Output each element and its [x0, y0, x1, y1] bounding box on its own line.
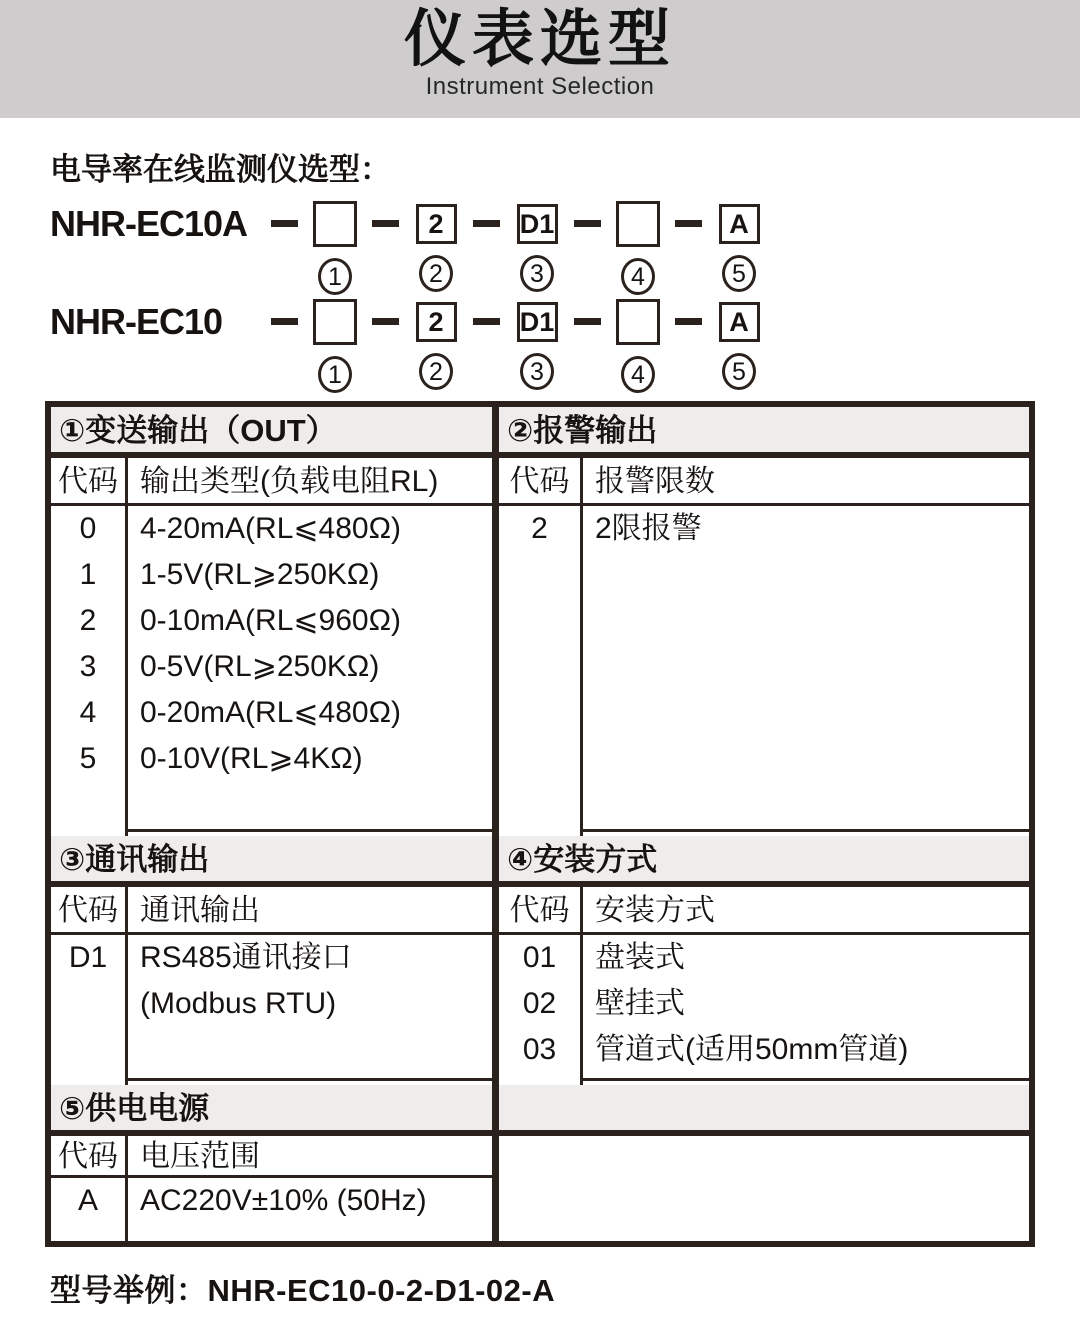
model-line-nhr-ec10a	[50, 201, 1080, 295]
code-cell: A	[77, 1184, 98, 1217]
model-slot-5	[716, 299, 762, 390]
desc-cell: 1-5V(RL⩾250KΩ)	[140, 558, 380, 591]
slot-number-circle: 4	[621, 356, 655, 393]
empty-cell	[499, 1178, 1029, 1241]
col-header-desc: 电压范围	[140, 1140, 260, 1173]
cell-bottom-rule	[128, 1078, 492, 1081]
slot-number-circle: 1	[318, 356, 352, 393]
model-slot-2	[413, 201, 459, 292]
column-header-row-1	[51, 458, 1029, 506]
dash-separator	[372, 318, 399, 325]
model-slot-1	[312, 201, 358, 295]
desc-cell: AC220V±10% (50Hz)	[140, 1184, 427, 1217]
section-body-row-2	[51, 935, 1029, 1085]
model-slot-box: 2	[416, 204, 457, 244]
section-title-comm: ③通讯输出	[51, 836, 499, 881]
section-title-alarm: ②报警输出	[499, 407, 1029, 452]
model-example-label: 型号举例：	[50, 1273, 208, 1308]
model-name: NHR-EC10A	[50, 203, 248, 244]
dash-separator	[271, 318, 298, 325]
section-body-row-1	[51, 506, 1029, 836]
model-name: NHR-EC10	[50, 301, 223, 342]
col-header-code: 代码	[499, 458, 583, 503]
desc-cell: RS485通讯接口	[140, 941, 352, 974]
desc-cell: 0-20mA(RL⩽480Ω)	[140, 696, 401, 729]
col-header-desc: 输出类型(负载电阻RL)	[140, 465, 439, 498]
model-slot-box	[616, 299, 660, 345]
dash-separator	[271, 220, 298, 227]
slot-number-circle: 2	[419, 353, 453, 390]
slot-number-circle: 3	[520, 353, 554, 390]
desc-cell: (Modbus RTU)	[140, 987, 337, 1020]
dash-separator	[574, 318, 601, 325]
page-title: 仪表选型	[403, 5, 676, 74]
section-header-empty	[499, 1085, 1029, 1130]
slot-number-circle: 4	[621, 258, 655, 295]
page-banner	[0, 0, 1080, 118]
code-cell: 5	[79, 742, 97, 775]
col-header-code: 代码	[51, 887, 128, 932]
code-cell: 0	[79, 512, 97, 545]
section-title-power: ⑤供电电源	[51, 1085, 499, 1130]
cell-bottom-rule	[583, 1078, 1029, 1081]
model-example-line	[50, 1265, 1080, 1310]
section-title-install: ④安装方式	[499, 836, 1029, 881]
model-slot-3	[514, 299, 560, 390]
code-cell: 03	[522, 1033, 557, 1066]
model-slot-4	[615, 201, 661, 295]
model-line-nhr-ec10	[50, 299, 1080, 393]
dash-separator	[473, 318, 500, 325]
dash-separator	[675, 318, 702, 325]
model-slot-4	[615, 299, 661, 393]
model-slot-box: A	[719, 302, 760, 342]
desc-cell: 0-5V(RL⩾250KΩ)	[140, 650, 380, 683]
slot-number-circle: 1	[318, 258, 352, 295]
selection-table	[45, 401, 1035, 1247]
desc-cell: 0-10V(RL⩾4KΩ)	[140, 742, 363, 775]
col-header-code: 代码	[499, 887, 583, 932]
col-header-desc: 报警限数	[595, 465, 715, 498]
dash-separator	[574, 220, 601, 227]
desc-cell: 0-10mA(RL⩽960Ω)	[140, 604, 401, 637]
section-title-transmission: ①变送输出（OUT）	[51, 407, 499, 452]
col-header-desc: 通讯输出	[140, 894, 260, 927]
model-slot-box	[313, 299, 357, 345]
dash-separator	[675, 220, 702, 227]
desc-cell: 2限报警	[595, 512, 702, 545]
intro-text: 电导率在线监测仪选型：	[50, 152, 391, 187]
code-cell: 02	[522, 987, 557, 1020]
slot-number-circle: 5	[722, 255, 756, 292]
model-slot-box	[616, 201, 660, 247]
model-slot-box: A	[719, 204, 760, 244]
empty-cell	[499, 1136, 1029, 1178]
cell-bottom-rule	[128, 829, 492, 832]
model-slot-3	[514, 201, 560, 292]
col-header-code: 代码	[51, 458, 128, 503]
desc-cell: 盘装式	[595, 941, 685, 974]
desc-cell: 管道式(适用50mm管道)	[595, 1033, 909, 1066]
model-example-value: NHR-EC10-0-2-D1-02-A	[207, 1273, 556, 1308]
section-header-row-1	[51, 407, 1029, 458]
code-cell: 2	[531, 512, 548, 545]
model-slot-5	[716, 201, 762, 292]
section-header-row-2	[51, 836, 1029, 887]
model-slot-1	[312, 299, 358, 393]
section-body-row-3	[51, 1178, 1029, 1241]
column-header-row-3	[51, 1136, 1029, 1178]
model-slot-box	[313, 201, 357, 247]
cell-bottom-rule	[583, 829, 1029, 832]
page-subtitle: Instrument Selection	[425, 73, 655, 100]
dash-separator	[473, 220, 500, 227]
slot-number-circle: 3	[520, 255, 554, 292]
model-slot-2	[413, 299, 459, 390]
code-cell: 4	[79, 696, 97, 729]
model-slot-box: D1	[517, 204, 558, 244]
desc-cell: 壁挂式	[595, 987, 685, 1020]
section-header-row-3	[51, 1085, 1029, 1136]
slot-number-circle: 5	[722, 353, 756, 390]
code-cell: 3	[79, 650, 97, 683]
code-cell: D1	[68, 941, 108, 974]
dash-separator	[372, 220, 399, 227]
model-slot-box: 2	[416, 302, 457, 342]
col-header-desc: 安装方式	[595, 894, 715, 927]
col-header-code: 代码	[51, 1136, 128, 1175]
code-cell: 2	[79, 604, 97, 637]
code-cell: 01	[522, 941, 557, 974]
model-slot-box: D1	[517, 302, 558, 342]
code-cell: 1	[79, 558, 97, 591]
slot-number-circle: 2	[419, 255, 453, 292]
column-header-row-2	[51, 887, 1029, 935]
desc-cell: 4-20mA(RL⩽480Ω)	[140, 512, 401, 545]
